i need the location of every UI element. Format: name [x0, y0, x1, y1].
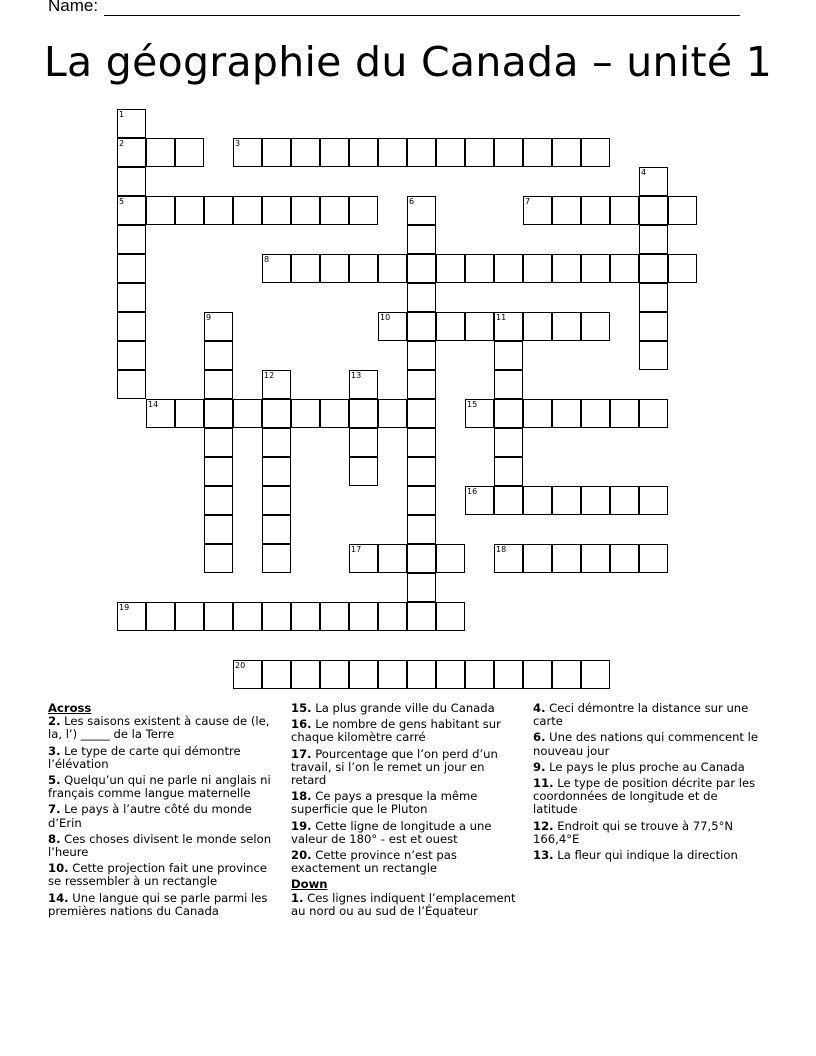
clue-number: 1 — [119, 110, 125, 119]
crossword-cell[interactable] — [291, 196, 320, 225]
clue-item-number: 14. — [48, 890, 69, 905]
crossword-cell[interactable] — [552, 544, 581, 573]
crossword-cell[interactable] — [378, 254, 407, 283]
crossword-cell[interactable] — [262, 254, 291, 283]
crossword-cell[interactable] — [117, 341, 146, 370]
crossword-cell[interactable] — [378, 399, 407, 428]
crossword-cell[interactable] — [581, 660, 610, 689]
clue-item-text: Quelqu’un qui ne parle ni anglais ni français comme langue maternelle — [48, 773, 271, 801]
crossword-cell[interactable] — [465, 254, 494, 283]
crossword-cell[interactable] — [262, 660, 291, 689]
clue-number: 16 — [467, 487, 478, 496]
clue-number: 3 — [235, 139, 241, 148]
clue-item-number: 19. — [291, 818, 312, 833]
crossword-cell[interactable] — [407, 544, 436, 573]
crossword-cell[interactable] — [117, 225, 146, 254]
clue-item-number: 2. — [48, 714, 61, 729]
clue-item-text: Le pays à l’autre côté du monde d’Erin — [48, 802, 252, 830]
crossword-cell[interactable] — [204, 428, 233, 457]
clue-number: 15 — [467, 400, 478, 409]
crossword-cell[interactable] — [494, 399, 523, 428]
clue-item-number: 18. — [291, 789, 312, 804]
crossword-cell[interactable] — [204, 602, 233, 631]
crossword-cell[interactable] — [349, 660, 378, 689]
crossword-cell[interactable] — [349, 457, 378, 486]
crossword-cell[interactable] — [291, 660, 320, 689]
crossword-cell[interactable] — [146, 602, 175, 631]
crossword-cell[interactable] — [175, 138, 204, 167]
crossword-cell[interactable] — [204, 196, 233, 225]
crossword-cell[interactable] — [117, 138, 146, 167]
crossword-cell[interactable] — [146, 196, 175, 225]
clue-item — [291, 718, 521, 744]
crossword-cell[interactable] — [523, 138, 552, 167]
crossword-cell[interactable] — [465, 660, 494, 689]
clue-item-number: 17. — [291, 746, 312, 761]
clue-item-text: Cette province n’est pas exactement un rectangle — [291, 848, 457, 876]
clue-item-text: Une langue qui se parle parmi les premières nations du Canada — [48, 890, 268, 918]
crossword-cell[interactable] — [581, 196, 610, 225]
crossword-cell[interactable] — [117, 370, 146, 399]
crossword-cell[interactable] — [320, 138, 349, 167]
crossword-cell[interactable] — [552, 660, 581, 689]
crossword-cell[interactable] — [407, 602, 436, 631]
clue-number: 5 — [119, 197, 125, 206]
crossword-cell[interactable] — [117, 283, 146, 312]
crossword-cell[interactable] — [581, 399, 610, 428]
clue-number: 20 — [235, 661, 246, 670]
crossword-cell[interactable] — [262, 370, 291, 399]
clue-item-text: Ces choses divisent le monde selon l’heure — [48, 831, 272, 860]
clue-number: 9 — [206, 313, 212, 322]
clue-item-text: Cette projection fait une province se ressembler à un rectangle — [48, 861, 268, 889]
clue-item — [533, 820, 763, 846]
name-label: Name: — [48, 0, 99, 15]
clue-number: 19 — [119, 603, 130, 612]
crossword-cell[interactable] — [204, 544, 233, 573]
clue-item — [291, 820, 521, 846]
crossword-cell[interactable] — [407, 312, 436, 341]
crossword-cell[interactable] — [552, 312, 581, 341]
clue-item-text: La fleur qui indique la direction — [557, 848, 738, 863]
clue-item — [291, 892, 521, 918]
crossword-cell[interactable] — [668, 196, 697, 225]
crossword-cell[interactable] — [436, 312, 465, 341]
crossword-cell[interactable] — [146, 399, 175, 428]
clue-item-number: 1. — [291, 890, 304, 905]
clue-item-text: Le pays le plus proche au Canada — [549, 759, 745, 774]
crossword-cell[interactable] — [117, 602, 146, 631]
crossword-cell[interactable] — [523, 660, 552, 689]
crossword-cell[interactable] — [291, 254, 320, 283]
crossword-cell[interactable] — [639, 254, 668, 283]
crossword-cell[interactable] — [262, 486, 291, 515]
clue-item-text: La plus grande ville du Canada — [315, 701, 495, 715]
clue-number: 8 — [264, 255, 270, 264]
clue-item-number: 20. — [291, 848, 312, 863]
clue-item — [291, 790, 521, 816]
crossword-cell[interactable] — [523, 486, 552, 515]
crossword-cell[interactable] — [494, 370, 523, 399]
crossword-cell[interactable] — [117, 254, 146, 283]
clue-number: 4 — [641, 168, 647, 177]
crossword-cell[interactable] — [320, 399, 349, 428]
clue-column-3 — [533, 702, 763, 865]
clue-item — [533, 761, 763, 774]
clue-item — [48, 833, 278, 859]
clue-item — [291, 702, 521, 715]
clue-item-text: Ces lignes indiquent l’emplacement au nord ou au sud de l’Équateur — [291, 890, 516, 918]
crossword-cell[interactable] — [233, 399, 262, 428]
clue-number: 2 — [119, 139, 125, 148]
crossword-cell[interactable] — [465, 138, 494, 167]
crossword-cell[interactable] — [494, 341, 523, 370]
crossword-cell[interactable] — [320, 660, 349, 689]
crossword-cell[interactable] — [175, 602, 204, 631]
crossword-cell[interactable] — [262, 399, 291, 428]
crossword-cell[interactable] — [552, 486, 581, 515]
crossword-cell[interactable] — [146, 138, 175, 167]
clue-item-text: Le type de position décrite par les coordonnées de longitude et de latitude — [533, 776, 756, 817]
clue-number: 14 — [148, 400, 159, 409]
crossword-cell[interactable] — [349, 428, 378, 457]
crossword-cell[interactable] — [552, 196, 581, 225]
crossword-cell[interactable] — [465, 399, 494, 428]
crossword-cell[interactable] — [581, 544, 610, 573]
crossword-cell[interactable] — [494, 138, 523, 167]
crossword-cell[interactable] — [233, 138, 262, 167]
crossword-cell[interactable] — [610, 196, 639, 225]
crossword-cell[interactable] — [175, 399, 204, 428]
clue-item-text: Ceci démontre la distance sur une carte — [533, 701, 749, 729]
crossword-cell[interactable] — [494, 428, 523, 457]
crossword-cell[interactable] — [407, 283, 436, 312]
clue-item-number: 6. — [533, 730, 546, 745]
crossword-cell[interactable] — [262, 457, 291, 486]
crossword-cell[interactable] — [407, 457, 436, 486]
crossword-cell[interactable] — [175, 196, 204, 225]
clue-item-text: Le nombre de gens habitant sur chaque kilomètre carré — [291, 717, 501, 745]
crossword-cell[interactable] — [523, 312, 552, 341]
crossword-cell[interactable] — [320, 254, 349, 283]
crossword-cell[interactable] — [610, 544, 639, 573]
clue-number: 11 — [496, 313, 507, 322]
crossword-cell[interactable] — [436, 254, 465, 283]
clue-number: 17 — [351, 545, 362, 554]
clue-item-number: 5. — [48, 773, 61, 788]
crossword-cell[interactable] — [639, 486, 668, 515]
clue-item — [533, 702, 763, 728]
crossword-cell[interactable] — [552, 138, 581, 167]
crossword-cell[interactable] — [465, 486, 494, 515]
clue-item — [48, 745, 278, 771]
crossword-cell[interactable] — [117, 109, 146, 138]
clue-item-number: 8. — [48, 831, 61, 846]
clue-item-text: Pourcentage que l’on perd d’un travail, si l’on le remet un jour en retard — [291, 746, 498, 788]
page-title: La géographie du Canada – unité 1 — [43, 38, 773, 86]
crossword-cell[interactable] — [639, 312, 668, 341]
crossword-cell[interactable] — [436, 544, 465, 573]
clue-item-text: Ce pays a presque la même superficie que le Pluton — [291, 789, 478, 817]
clue-item-number: 10. — [48, 861, 69, 876]
crossword-cell[interactable] — [117, 312, 146, 341]
crossword-cell[interactable] — [407, 138, 436, 167]
crossword-cell[interactable] — [639, 544, 668, 573]
crossword-cell[interactable] — [581, 254, 610, 283]
crossword-cell[interactable] — [349, 602, 378, 631]
clue-item-number: 4. — [533, 701, 546, 715]
crossword-cell[interactable] — [117, 167, 146, 196]
crossword-cell[interactable] — [204, 457, 233, 486]
crossword-cell[interactable] — [523, 544, 552, 573]
clue-item-number: 9. — [533, 759, 546, 774]
crossword-cell[interactable] — [349, 138, 378, 167]
crossword-cell[interactable] — [610, 254, 639, 283]
crossword-cell[interactable] — [494, 544, 523, 573]
clue-item — [291, 849, 521, 875]
crossword-cell[interactable] — [581, 312, 610, 341]
clue-item-number: 3. — [48, 743, 61, 758]
crossword-cell[interactable] — [407, 225, 436, 254]
crossword-cell[interactable] — [465, 312, 494, 341]
crossword-cell[interactable] — [204, 370, 233, 399]
clue-item — [48, 862, 278, 888]
crossword-cell[interactable] — [233, 196, 262, 225]
crossword-cell[interactable] — [407, 254, 436, 283]
crossword-cell[interactable] — [552, 254, 581, 283]
crossword-cell[interactable] — [494, 486, 523, 515]
crossword-cell[interactable] — [581, 486, 610, 515]
crossword-cell[interactable] — [204, 312, 233, 341]
crossword-cell[interactable] — [378, 660, 407, 689]
crossword-cell[interactable] — [378, 138, 407, 167]
crossword-cell[interactable] — [494, 660, 523, 689]
clue-item — [533, 849, 763, 862]
crossword-cell[interactable] — [407, 341, 436, 370]
clue-column-1 — [48, 702, 278, 921]
clue-item-text: Cette ligne de longitude a une valeur de 180° - est et ouest — [291, 818, 492, 846]
clue-number: 6 — [409, 197, 415, 206]
crossword-cell[interactable] — [204, 399, 233, 428]
crossword-cell[interactable] — [291, 602, 320, 631]
crossword-cell[interactable] — [349, 370, 378, 399]
clue-column-2 — [291, 702, 521, 921]
clue-number: 12 — [264, 371, 275, 380]
clue-item — [48, 803, 278, 829]
crossword-cell[interactable] — [407, 370, 436, 399]
crossword-cell[interactable] — [639, 225, 668, 254]
crossword-cell[interactable] — [204, 515, 233, 544]
clue-item — [533, 731, 763, 757]
crossword-cell[interactable] — [407, 428, 436, 457]
clue-item — [291, 748, 521, 788]
crossword-cell[interactable] — [552, 399, 581, 428]
crossword-cell[interactable] — [494, 254, 523, 283]
crossword-cell[interactable] — [639, 167, 668, 196]
crossword-cell[interactable] — [436, 138, 465, 167]
crossword-cell[interactable] — [291, 399, 320, 428]
crossword-cell[interactable] — [262, 196, 291, 225]
clue-item-number: 7. — [48, 802, 61, 817]
crossword-cell[interactable] — [436, 660, 465, 689]
clue-item-text: Endroit qui se trouve à 77,5°N 166,4°E — [533, 818, 734, 846]
clue-number: 18 — [496, 545, 507, 554]
crossword-cell[interactable] — [233, 660, 262, 689]
crossword-cell[interactable] — [233, 602, 262, 631]
crossword-cell[interactable] — [378, 544, 407, 573]
clue-item — [48, 892, 278, 918]
crossword-cell[interactable] — [349, 544, 378, 573]
crossword-cell[interactable] — [262, 138, 291, 167]
crossword-cell[interactable] — [436, 602, 465, 631]
clue-item-number: 16. — [291, 717, 312, 732]
clue-item-text: Une des nations qui commencent le nouveau jour — [533, 730, 759, 758]
crossword-cell[interactable] — [320, 602, 349, 631]
clue-section-heading: Down — [291, 877, 328, 892]
crossword-cell[interactable] — [117, 196, 146, 225]
crossword-cell[interactable] — [407, 486, 436, 515]
clue-item-text: Le type de carte qui démontre l’élévation — [48, 743, 241, 771]
crossword-cell[interactable] — [262, 602, 291, 631]
crossword-cell[interactable] — [407, 196, 436, 225]
clue-item — [48, 715, 278, 741]
crossword-cell[interactable] — [320, 196, 349, 225]
crossword-cell[interactable] — [610, 486, 639, 515]
crossword-cell[interactable] — [523, 196, 552, 225]
crossword-cell[interactable] — [494, 457, 523, 486]
clue-number: 13 — [351, 371, 362, 380]
crossword-cell[interactable] — [378, 312, 407, 341]
clue-item-number: 12. — [533, 818, 554, 833]
crossword-cell[interactable] — [407, 515, 436, 544]
clue-number: 7 — [525, 197, 531, 206]
crossword-cell[interactable] — [262, 515, 291, 544]
crossword-cell[interactable] — [639, 283, 668, 312]
crossword-cell[interactable] — [407, 573, 436, 602]
clue-item-number: 13. — [533, 848, 554, 863]
crossword-cell[interactable] — [494, 312, 523, 341]
crossword-cell[interactable] — [581, 138, 610, 167]
crossword-cell[interactable] — [639, 196, 668, 225]
crossword-cell[interactable] — [407, 399, 436, 428]
clue-section-heading: Across — [48, 701, 92, 715]
clue-item-number: 11. — [533, 776, 554, 791]
crossword-cell[interactable] — [204, 486, 233, 515]
clue-item — [533, 777, 763, 817]
crossword-cell[interactable] — [523, 399, 552, 428]
crossword-cell[interactable] — [349, 196, 378, 225]
crossword-cell[interactable] — [291, 138, 320, 167]
crossword-cell[interactable] — [639, 399, 668, 428]
clue-number: 10 — [380, 313, 391, 322]
clue-item — [48, 774, 278, 800]
crossword-cell[interactable] — [407, 660, 436, 689]
crossword-cell[interactable] — [262, 428, 291, 457]
crossword-cell[interactable] — [349, 399, 378, 428]
crossword-cell[interactable] — [204, 341, 233, 370]
clue-item-number: 15. — [291, 701, 312, 715]
crossword-cell[interactable] — [349, 254, 378, 283]
crossword-cell[interactable] — [262, 544, 291, 573]
crossword-cell[interactable] — [378, 602, 407, 631]
crossword-cell[interactable] — [610, 399, 639, 428]
crossword-cell[interactable] — [639, 341, 668, 370]
clue-item-text: Les saisons existent à cause de (le, la, l’) _____ de la Terre — [48, 714, 270, 742]
crossword-cell[interactable] — [523, 254, 552, 283]
crossword-cell[interactable] — [668, 254, 697, 283]
